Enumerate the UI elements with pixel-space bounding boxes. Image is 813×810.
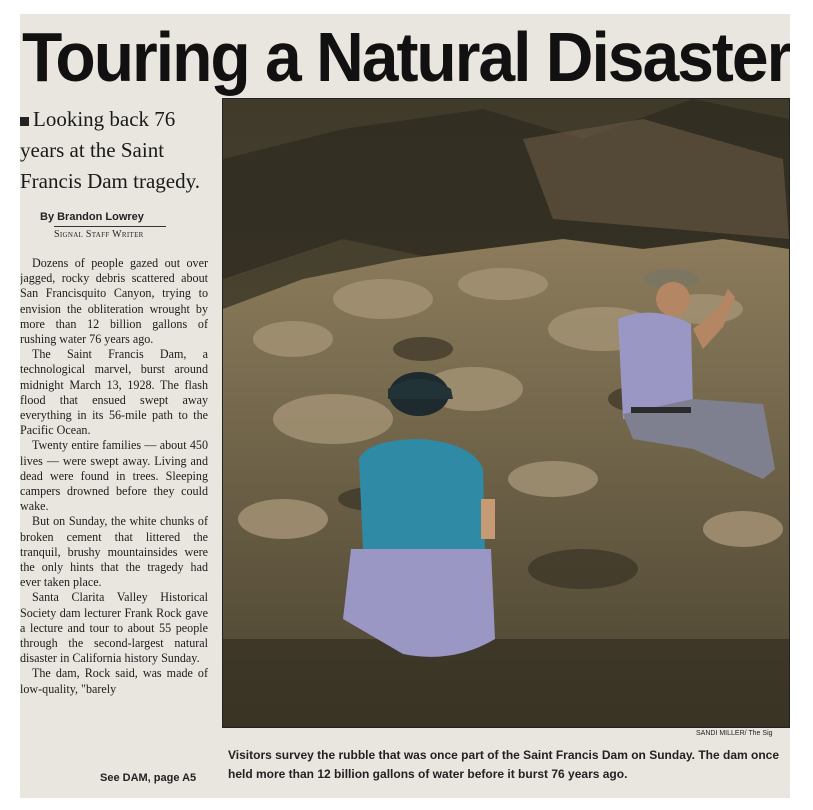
jump-line: See DAM, page A5: [100, 772, 197, 784]
article-body: [20, 256, 210, 697]
paragraph: The dam, Rock said, was made of low-quality, "barely: [20, 666, 208, 696]
bullet-icon: [20, 117, 29, 126]
photo: [222, 98, 790, 728]
paragraph: The Saint Francis Dam, a technological marvel, burst around midnight March 13, 1928. The flash flood that ensued swept away everything in its 56-mile path to the Pacific Ocean.: [20, 347, 208, 438]
paragraph: But on Sunday, the white chunks of broken cement that littered the tranquil, brushy mountainsides were the only hints that the tragedy had ever taken place.: [20, 514, 208, 590]
photo-caption: Visitors survey the rubble that was once part of the Saint Francis Dam on Sunday. The dam once held more than 12 billion gallons of water before it burst 76 years ago.: [228, 748, 780, 781]
deck: [20, 104, 210, 197]
byline-rule: [54, 226, 166, 227]
paragraph: Santa Clarita Valley Historical Society dam lecturer Frank Rock gave a lecture and tour to about 55 people through the second-largest natural disaster in California history Sunday.: [20, 590, 208, 666]
headline: Touring a Natural Disaster: [22, 18, 790, 96]
byline: By Brandon Lowrey: [40, 211, 144, 223]
deck-text: Looking back 76 years at the Saint Francis Dam tragedy.: [20, 107, 200, 193]
newspaper-clipping: [20, 14, 790, 798]
article-column: [20, 104, 210, 794]
photo-illustration: [223, 99, 789, 727]
photo-credit: SANDI MILLER/ The Sig: [696, 730, 773, 737]
staff-line: Signal Staff Writer: [54, 229, 144, 240]
paragraph: Dozens of people gazed out over jagged, rocky debris scattered about San Francisquito Canyon, trying to envision the obliteration wrought by more than 12 billion gallons of rushing water 76 years ago.: [20, 256, 208, 347]
paragraph: Twenty entire families — about 450 lives — were swept away. Living and dead were found in trees. Sleeping campers drowned before they could wake.: [20, 438, 208, 514]
